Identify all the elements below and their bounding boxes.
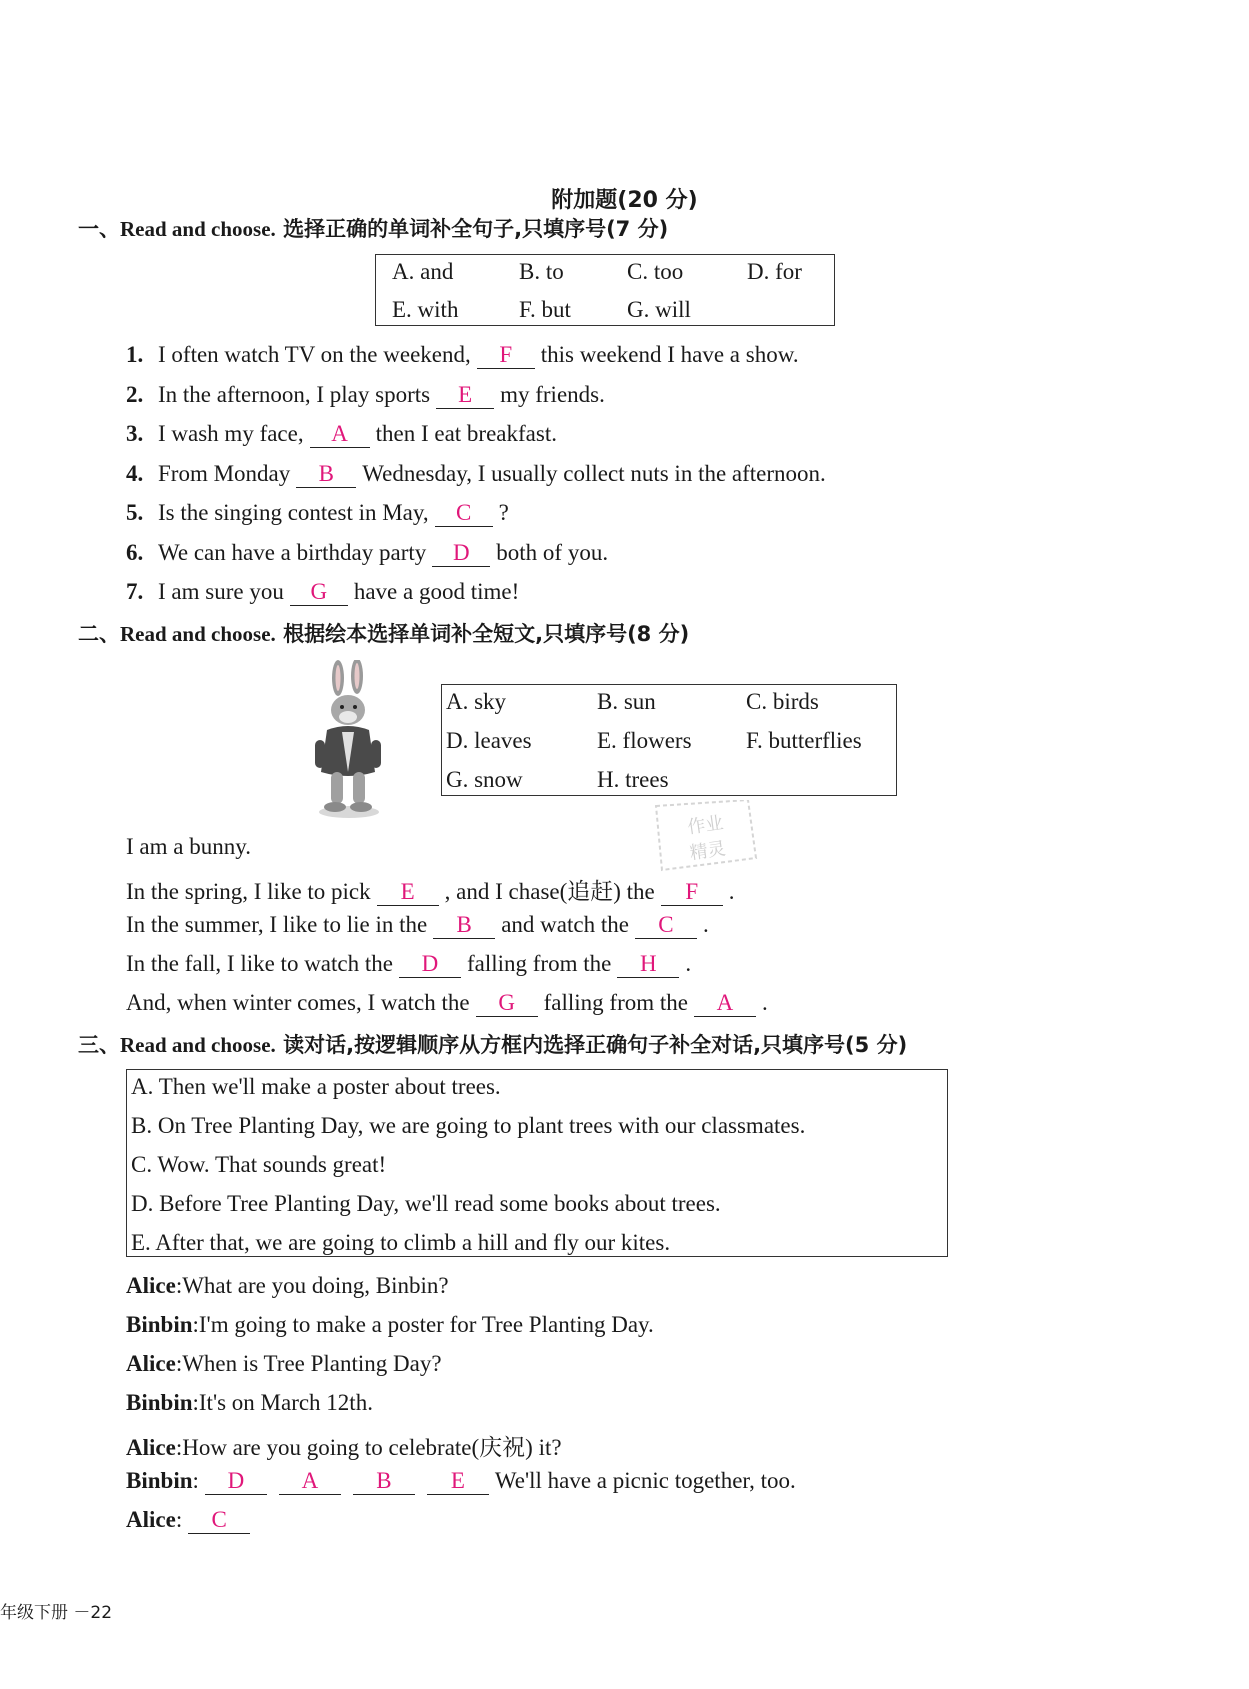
dialogue-line-5: Alice:How are you going to celebrate(庆祝) it? <box>126 1435 562 1460</box>
option-b: B. On Tree Planting Day, we are going to plant trees with our classmates. <box>131 1113 806 1138</box>
option-c: C. birds <box>746 689 819 714</box>
answer-blank[interactable]: H <box>617 951 679 978</box>
option-a: A. and <box>392 259 454 284</box>
dialogue-line-7: Alice: C <box>126 1507 256 1534</box>
section1-option-box <box>375 254 835 326</box>
bunny-illustration <box>305 660 393 822</box>
option-b: B. sun <box>597 689 656 714</box>
watermark-text-1: 作业 <box>686 812 725 839</box>
option-c: C. Wow. That sounds great! <box>131 1152 387 1177</box>
question-2: 2. In the afternoon, I play sports E my friends. <box>126 382 605 407</box>
story-line-1: In the spring, I like to pick E , and I chase(追赶) the F . <box>126 879 735 904</box>
watermark-text-2: 精灵 <box>688 838 727 865</box>
answer-blank[interactable]: F <box>661 879 723 906</box>
section2-heading: 二、Read and choose. 根据绘本选择单词补全短文,只填序号(8 分) <box>78 622 690 646</box>
option-e: E. with <box>392 297 459 322</box>
answer-blank[interactable]: B <box>296 461 356 488</box>
dialogue-line-6: Binbin: D A B E We'll have a picnic together, too. <box>126 1468 796 1493</box>
section1-heading: 一、Read and choose. 选择正确的单词补全句子,只填序号(7 分) <box>78 217 669 241</box>
question-1: 1. I often watch TV on the weekend, F this weekend I have a show. <box>126 342 799 367</box>
watermark-icon <box>648 800 764 880</box>
option-b: B. to <box>519 259 564 284</box>
answer-blank[interactable]: D <box>205 1468 267 1495</box>
page-title: 附加题(20 分) <box>551 188 698 213</box>
question-4: 4. From Monday B Wednesday, I usually collect nuts in the afternoon. <box>126 461 826 486</box>
answer-blank[interactable]: E <box>436 382 494 409</box>
story-intro: I am a bunny. <box>126 834 251 859</box>
answer-blank[interactable]: C <box>635 912 697 939</box>
option-a: A. sky <box>446 689 507 714</box>
story-line-4: And, when winter comes, I watch the G falling from the A . <box>126 990 768 1015</box>
option-f: F. butterflies <box>746 728 862 753</box>
option-d: D. Before Tree Planting Day, we'll read some books about trees. <box>131 1191 721 1216</box>
answer-blank[interactable]: A <box>279 1468 341 1495</box>
answer-blank[interactable]: F <box>477 342 535 369</box>
option-e: E. After that, we are going to climb a hill and fly our kites. <box>131 1230 671 1255</box>
option-d: D. leaves <box>446 728 532 753</box>
question-7: 7. I am sure you G have a good time! <box>126 579 520 604</box>
option-f: F. but <box>519 297 571 322</box>
option-e: E. flowers <box>597 728 692 753</box>
answer-blank[interactable]: G <box>290 579 348 606</box>
answer-blank[interactable]: A <box>694 990 756 1017</box>
option-h: H. trees <box>597 767 669 792</box>
answer-blank[interactable]: C <box>435 500 493 527</box>
story-line-3: In the fall, I like to watch the D falling from the H . <box>126 951 692 976</box>
answer-blank[interactable]: C <box>188 1507 250 1534</box>
answer-blank[interactable]: B <box>353 1468 415 1495</box>
answer-blank[interactable]: B <box>433 912 495 939</box>
dialogue-line-4: Binbin:It's on March 12th. <box>126 1390 373 1415</box>
answer-blank[interactable]: A <box>310 421 370 448</box>
answer-blank[interactable]: E <box>377 879 439 906</box>
question-3: 3. I wash my face, A then I eat breakfast. <box>126 421 557 446</box>
section3-heading: 三、Read and choose. 读对话,按逻辑顺序从方框内选择正确句子补全对话,只填序号(5 分) <box>78 1033 908 1057</box>
answer-blank[interactable]: E <box>427 1468 489 1495</box>
answer-blank[interactable]: D <box>432 540 490 567</box>
dialogue-line-2: Binbin:I'm going to make a poster for Tree Planting Day. <box>126 1312 654 1337</box>
question-5: 5. Is the singing contest in May, C ? <box>126 500 509 525</box>
question-6: 6. We can have a birthday party D both of you. <box>126 540 609 565</box>
option-d: D. for <box>747 259 802 284</box>
answer-blank[interactable]: G <box>476 990 538 1017</box>
page-footer: 年级下册 －22 <box>0 1603 113 1623</box>
option-g: G. snow <box>446 767 523 792</box>
section3-option-box <box>126 1069 948 1257</box>
dialogue-line-1: Alice:What are you doing, Binbin? <box>126 1273 449 1298</box>
answer-blank[interactable]: D <box>399 951 461 978</box>
dialogue-line-3: Alice:When is Tree Planting Day? <box>126 1351 442 1376</box>
option-c: C. too <box>627 259 684 284</box>
option-a: A. Then we'll make a poster about trees. <box>131 1074 501 1099</box>
story-line-2: In the summer, I like to lie in the B and watch the C . <box>126 912 709 937</box>
option-g: G. will <box>627 297 691 322</box>
section2-option-box <box>441 684 897 796</box>
